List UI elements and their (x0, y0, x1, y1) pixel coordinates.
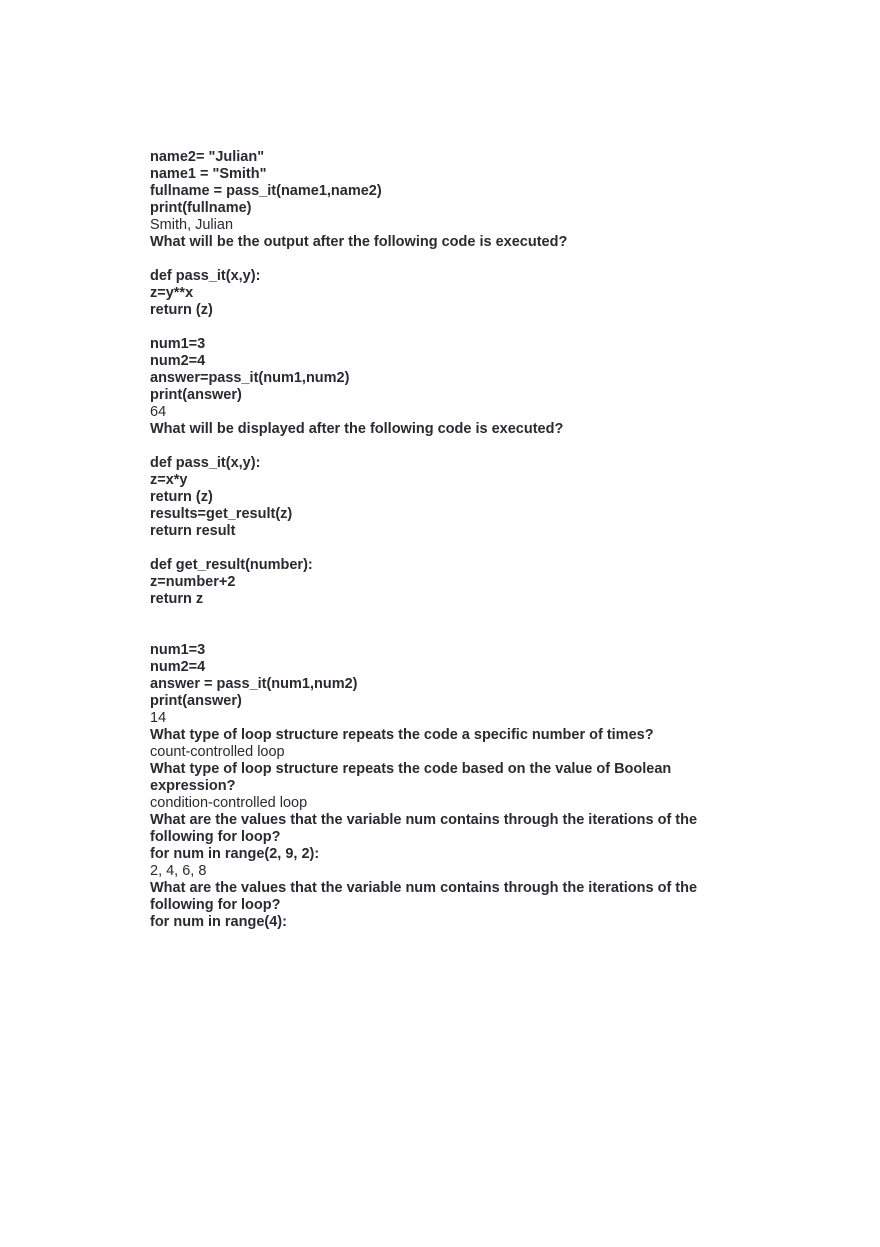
blank-line (150, 540, 740, 557)
answer-line: 14 (150, 710, 167, 726)
question-or-code-line: name1 = "Smith" (150, 166, 267, 182)
answer-line: condition-controlled loop (150, 795, 308, 811)
question-or-code-line: z=y**x (150, 285, 194, 301)
answer-line: Smith, Julian (150, 217, 234, 233)
blank-line (150, 438, 740, 455)
question-or-code-line: answer = pass_it(num1,num2) (150, 676, 358, 692)
document-body (150, 149, 740, 931)
blank-line (150, 625, 740, 642)
question-or-code-line: for num in range(2, 9, 2): (150, 846, 320, 862)
question-or-code-line: def pass_it(x,y): (150, 268, 261, 284)
question-or-code-line: What will be the output after the following code is executed? (150, 234, 568, 250)
question-or-code-line: What are the values that the variable num contains through the iterations of the (150, 880, 698, 896)
question-or-code-line: What type of loop structure repeats the code based on the value of Boolean (150, 761, 672, 777)
question-or-code-line: What type of loop structure repeats the code a specific number of times? (150, 727, 654, 743)
question-or-code-line: following for loop? (150, 829, 281, 845)
question-or-code-line: fullname = pass_it(name1,name2) (150, 183, 382, 199)
blank-line (150, 319, 740, 336)
blank-line (150, 251, 740, 268)
question-or-code-line: answer=pass_it(num1,num2) (150, 370, 350, 386)
question-or-code-line: z=number+2 (150, 574, 236, 590)
question-or-code-line: z=x*y (150, 472, 188, 488)
question-or-code-line: return z (150, 591, 204, 607)
question-or-code-line: num2=4 (150, 353, 206, 369)
question-or-code-line: print(fullname) (150, 200, 252, 216)
question-or-code-line: return (z) (150, 489, 213, 505)
question-or-code-line: def pass_it(x,y): (150, 455, 261, 471)
question-or-code-line: results=get_result(z) (150, 506, 293, 522)
question-or-code-line: What are the values that the variable num contains through the iterations of the (150, 812, 698, 828)
question-or-code-line: num1=3 (150, 642, 206, 658)
answer-line: 2, 4, 6, 8 (150, 863, 207, 879)
question-or-code-line: name2= "Julian" (150, 149, 265, 165)
question-or-code-line: What will be displayed after the following code is executed? (150, 421, 564, 437)
question-or-code-line: def get_result(number): (150, 557, 313, 573)
question-or-code-line: return result (150, 523, 236, 539)
question-or-code-line: print(answer) (150, 693, 242, 709)
question-or-code-line: print(answer) (150, 387, 242, 403)
question-or-code-line: num2=4 (150, 659, 206, 675)
answer-line: 64 (150, 404, 167, 420)
question-or-code-line: return (z) (150, 302, 213, 318)
answer-line: count-controlled loop (150, 744, 285, 760)
question-or-code-line: num1=3 (150, 336, 206, 352)
question-or-code-line: expression? (150, 778, 236, 794)
question-or-code-line: following for loop? (150, 897, 281, 913)
question-or-code-line: for num in range(4): (150, 914, 287, 930)
blank-line (150, 608, 740, 625)
